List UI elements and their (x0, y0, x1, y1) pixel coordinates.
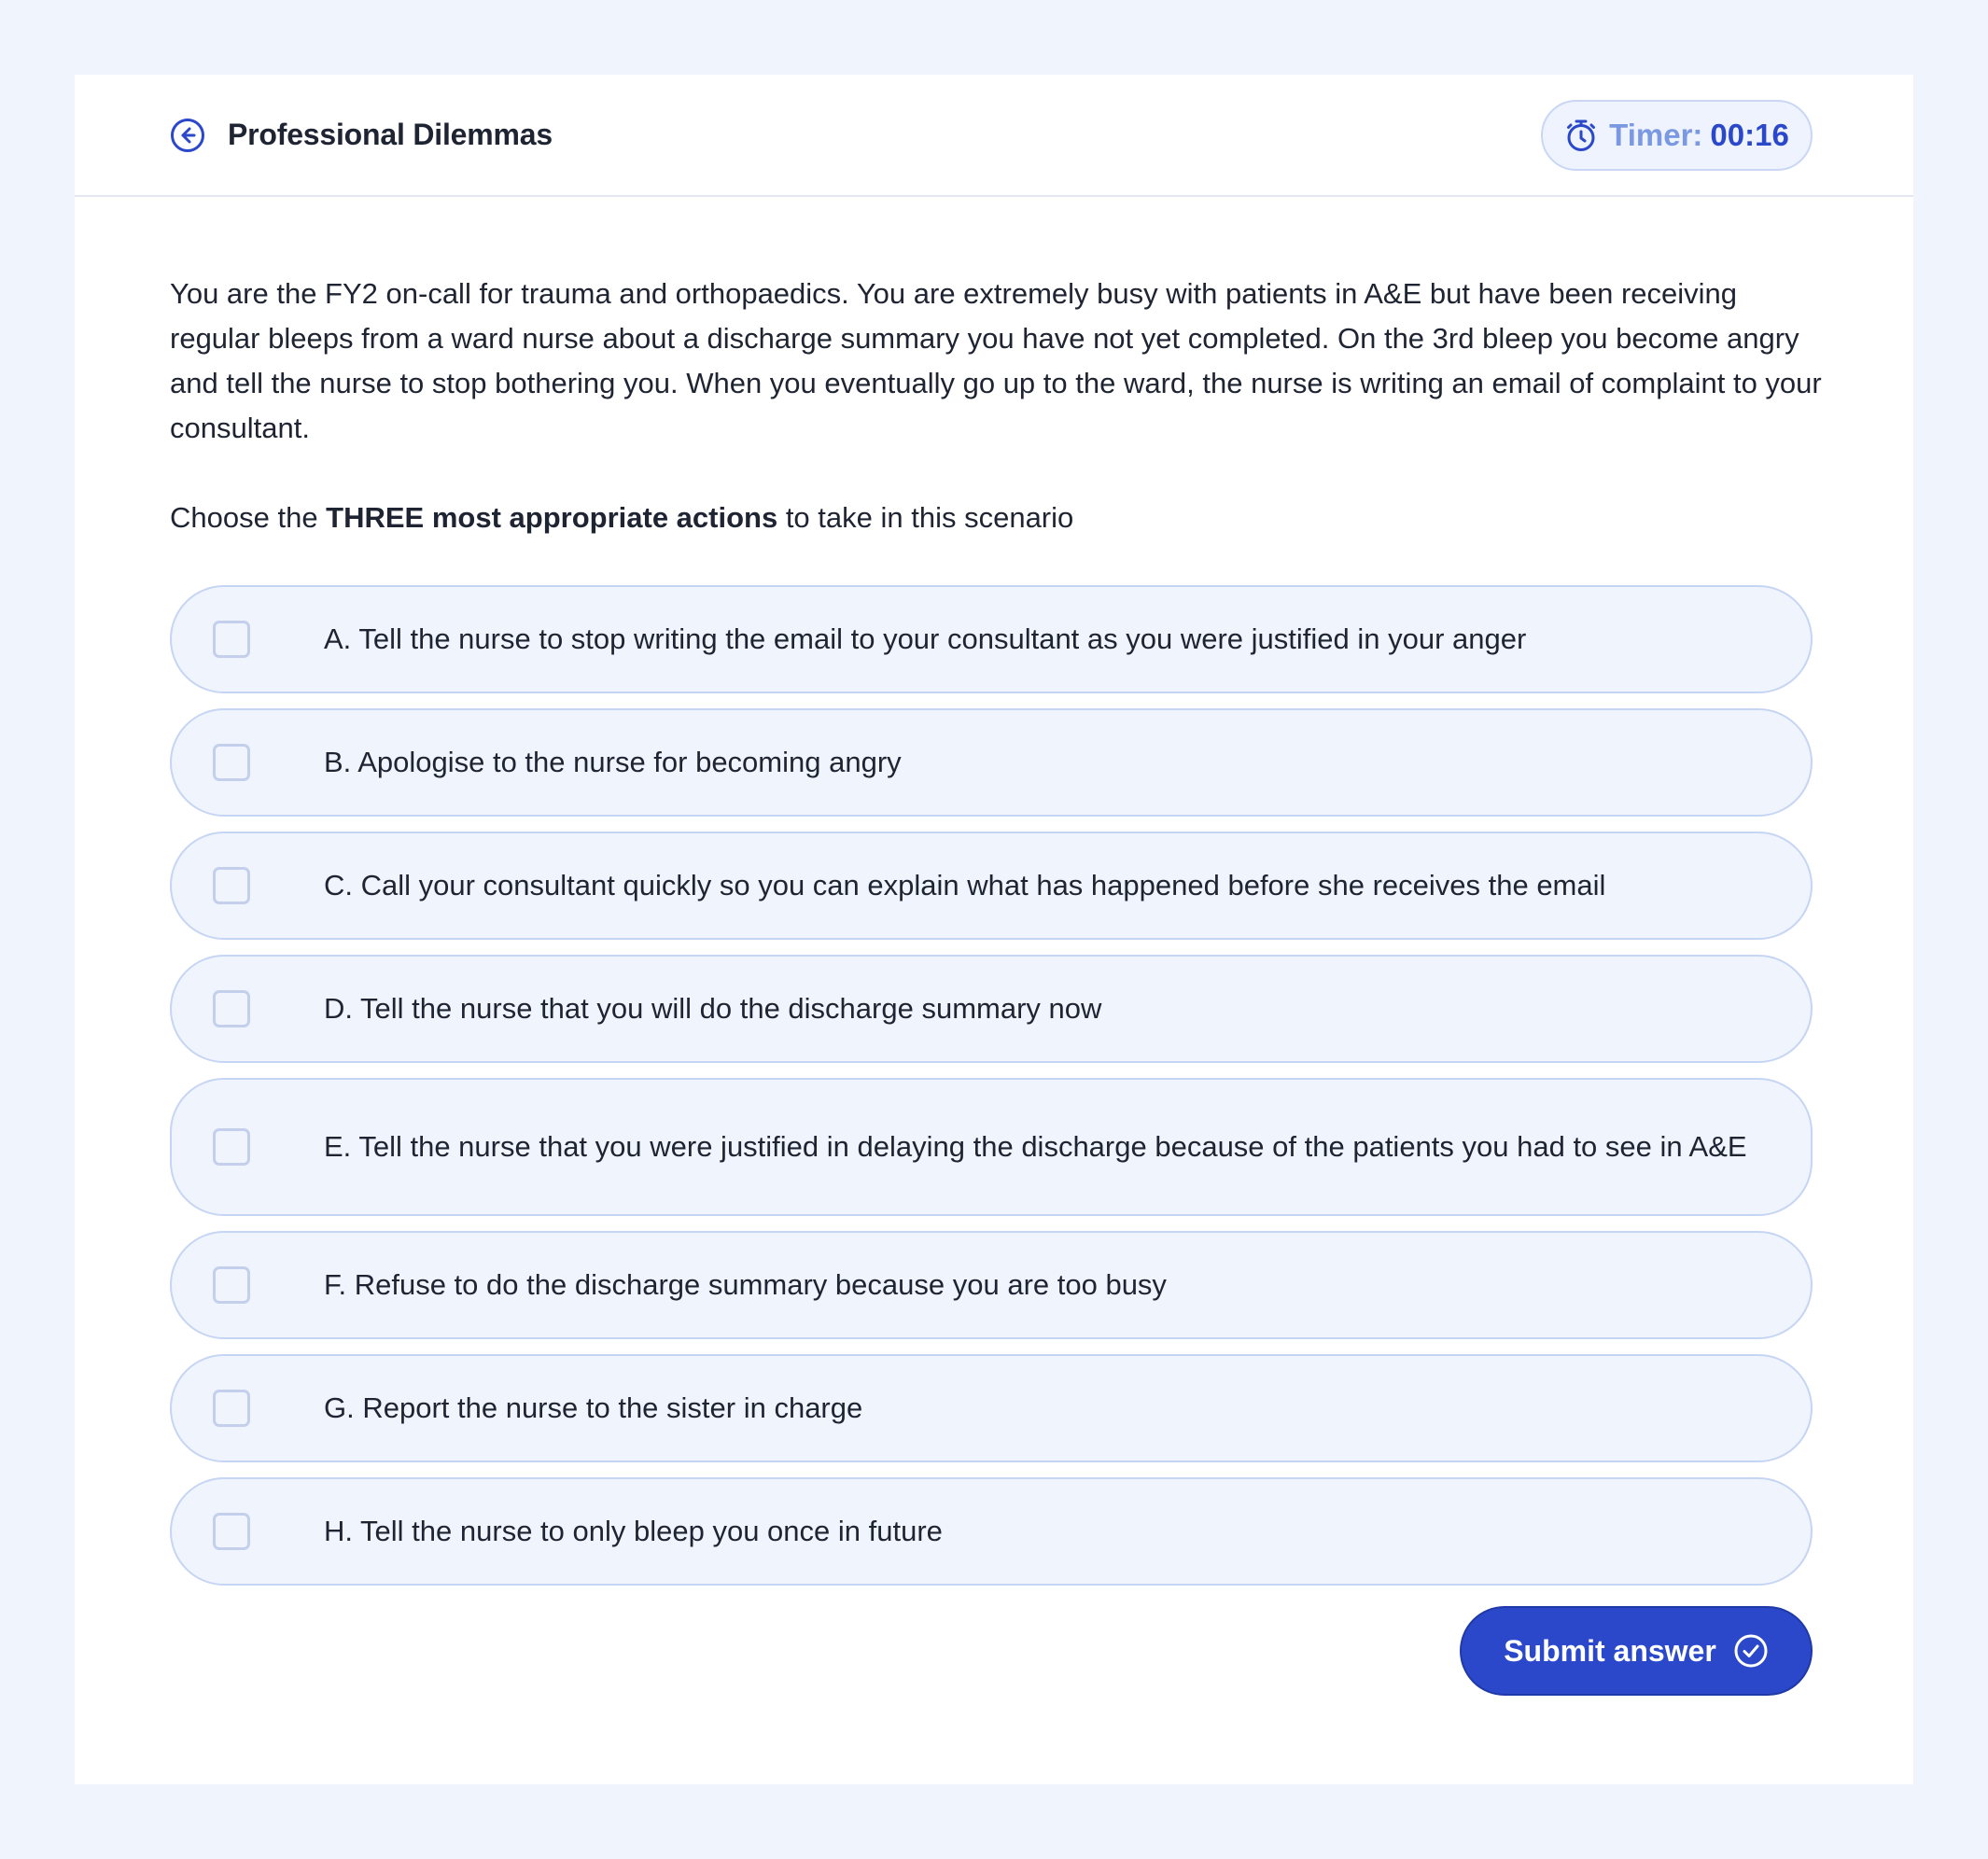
check-circle-icon (1733, 1633, 1769, 1669)
option-label: C. Call your consultant quickly so you can explain what has happened before she receives the email (324, 869, 1606, 902)
checkbox[interactable] (213, 990, 250, 1027)
option-label: H. Tell the nurse to only bleep you once in future (324, 1515, 943, 1547)
instruction-text (170, 496, 1813, 540)
question-content (75, 272, 1913, 1696)
option-label: A. Tell the nurse to stop writing the email to your consultant as you were justified in your anger (324, 622, 1527, 655)
arrow-left-circle-icon (170, 118, 205, 153)
header (75, 75, 1913, 197)
page-title: Professional Dilemmas (228, 118, 553, 151)
checkbox[interactable] (213, 1128, 250, 1166)
options-list (170, 585, 1813, 1586)
checkbox[interactable] (213, 621, 250, 658)
option-label: G. Report the nurse to the sister in charge (324, 1391, 863, 1424)
option-h[interactable] (170, 1477, 1813, 1586)
header-left (170, 118, 553, 153)
question-card (75, 75, 1913, 1784)
checkbox[interactable] (213, 1390, 250, 1427)
option-a[interactable] (170, 585, 1813, 693)
submit-answer-button[interactable] (1460, 1606, 1813, 1696)
option-label: E. Tell the nurse that you were justified in delaying the discharge because of the patients you had to see in A&E (324, 1130, 1747, 1163)
instruction-prefix: Choose the (170, 501, 327, 534)
timer-value: 00:16 (1710, 117, 1789, 152)
option-d[interactable] (170, 955, 1813, 1063)
instruction-suffix: to take in this scenario (777, 501, 1074, 534)
back-button[interactable] (170, 118, 205, 153)
checkbox[interactable] (213, 1513, 250, 1550)
checkbox[interactable] (213, 1266, 250, 1304)
option-label: D. Tell the nurse that you will do the discharge summary now (324, 992, 1102, 1025)
option-f[interactable] (170, 1231, 1813, 1339)
checkbox[interactable] (213, 744, 250, 781)
timer (1541, 100, 1813, 171)
option-label: B. Apologise to the nurse for becoming angry (324, 746, 902, 778)
option-label: F. Refuse to do the discharge summary because you are too busy (324, 1268, 1167, 1301)
footer (170, 1606, 1813, 1696)
scenario-text: You are the FY2 on-call for trauma and orthopaedics. You are extremely busy with patients in A&E but have been receiving regular bleeps from a ward nurse about a discharge summary you have not yet completed. On the 3rd bleep you become angry and tell the nurse to stop bothering you. When you eventually go up to the ward, the nurse is writing an email of complaint to your consultant. (170, 277, 1822, 444)
submit-label: Submit answer (1504, 1633, 1716, 1668)
option-c[interactable] (170, 832, 1813, 940)
stopwatch-icon (1564, 118, 1598, 153)
timer-label: Timer: (1609, 117, 1703, 152)
option-e[interactable] (170, 1078, 1813, 1216)
checkbox[interactable] (213, 867, 250, 904)
option-b[interactable] (170, 708, 1813, 817)
option-g[interactable] (170, 1354, 1813, 1462)
instruction-emphasis: THREE most appropriate actions (326, 501, 778, 534)
